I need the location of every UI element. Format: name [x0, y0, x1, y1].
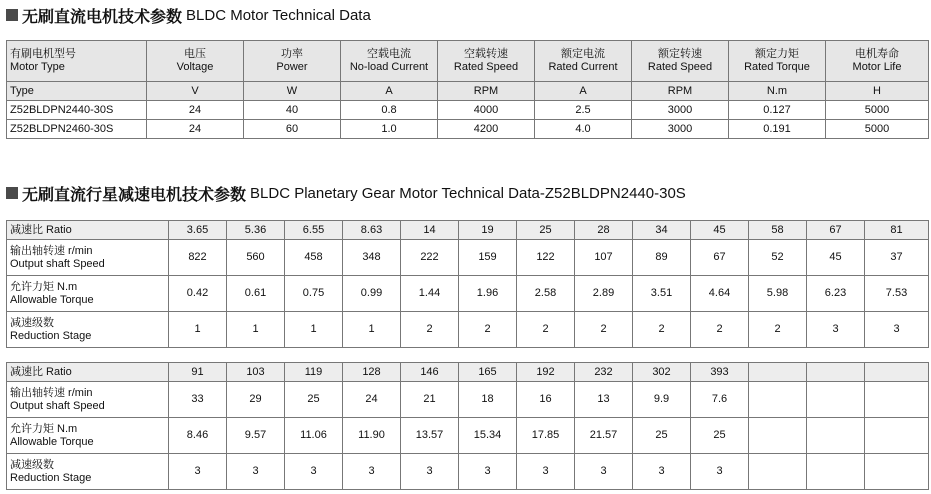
- table-cell: 1.44: [401, 276, 459, 312]
- table-cell: 1.96: [459, 276, 517, 312]
- table-cell: [865, 418, 929, 454]
- table-cell: 2: [749, 312, 807, 348]
- table-cell: 4000: [438, 101, 535, 120]
- row-label: [7, 382, 169, 418]
- table-cell: 348: [343, 240, 401, 276]
- table-cell: [749, 454, 807, 490]
- table-row-ratio: [7, 363, 929, 382]
- table-cell: 19: [459, 221, 517, 240]
- table-cell: 3: [227, 454, 285, 490]
- table-cell: 3: [459, 454, 517, 490]
- table-cell: 159: [459, 240, 517, 276]
- table-row-stage: [7, 454, 929, 490]
- section-title-cn: 无刷直流行星减速电机技术参数: [22, 184, 247, 204]
- section-title-cn: 无刷直流电机技术参数: [22, 6, 183, 26]
- unit-cell: A: [341, 82, 438, 101]
- table-cell: 14: [401, 221, 459, 240]
- table-cell: 60: [244, 120, 341, 139]
- table-cell: 146: [401, 363, 459, 382]
- square-bullet-icon: [6, 187, 18, 199]
- table-cell: 45: [691, 221, 749, 240]
- table-cell: 4.64: [691, 276, 749, 312]
- gear-spec-table-2: [6, 362, 929, 490]
- table-cell: [865, 382, 929, 418]
- unit-cell: RPM: [438, 82, 535, 101]
- unit-cell: N.m: [729, 82, 826, 101]
- table-cell: 3.51: [633, 276, 691, 312]
- table-cell: 0.8: [341, 101, 438, 120]
- row-label-en: Reduction Stage: [10, 471, 92, 484]
- section-title-en: BLDC Motor Technical Data: [186, 6, 371, 24]
- table-cell: 393: [691, 363, 749, 382]
- table-cell: 3: [633, 454, 691, 490]
- table-cell: 58: [749, 221, 807, 240]
- section-title-motor: [6, 4, 371, 26]
- header-cell: [438, 41, 535, 82]
- row-label-cn: 输出轴转速 r/min: [10, 386, 93, 399]
- header-en: Rated Current: [548, 61, 618, 73]
- header-cn: 有刷电机型号: [10, 48, 76, 60]
- header-cell: [826, 41, 929, 82]
- table-cell: [865, 363, 929, 382]
- table-cell: 89: [633, 240, 691, 276]
- table-row-torque: [7, 276, 929, 312]
- header-en: Voltage: [176, 61, 214, 73]
- table-cell: 3: [285, 454, 343, 490]
- table-cell: 222: [401, 240, 459, 276]
- row-label-cn: 减速级数: [10, 458, 54, 471]
- unit-cell: RPM: [632, 82, 729, 101]
- table-cell: 3000: [632, 101, 729, 120]
- table-cell: 4.0: [535, 120, 632, 139]
- table-cell: 2: [401, 312, 459, 348]
- row-label-cn: 输出轴转速 r/min: [10, 244, 93, 257]
- header-en: Rated Torque: [744, 61, 810, 73]
- table-cell: 29: [227, 382, 285, 418]
- table-cell: 3: [169, 454, 227, 490]
- table-row-speed: [7, 240, 929, 276]
- table-cell: 81: [865, 221, 929, 240]
- header-cn: 电机寿命: [855, 48, 899, 60]
- table-cell: [749, 418, 807, 454]
- row-label: [7, 454, 169, 490]
- header-en: Rated Speed: [453, 61, 519, 73]
- table-cell: 1: [169, 312, 227, 348]
- table-cell: 13.57: [401, 418, 459, 454]
- gear-spec-table-1: [6, 220, 929, 348]
- table-cell: 16: [517, 382, 575, 418]
- header-cell: [341, 41, 438, 82]
- row-label-en: Allowable Torque: [10, 435, 94, 448]
- table-cell: 3: [807, 312, 865, 348]
- table-cell: [749, 382, 807, 418]
- table-cell: 40: [244, 101, 341, 120]
- row-label-en: Output shaft Speed: [10, 399, 105, 412]
- row-label: 减速比 Ratio: [7, 221, 169, 240]
- header-cn: 额定电流: [561, 48, 605, 60]
- table-cell: 3: [691, 454, 749, 490]
- table-cell: 3.65: [169, 221, 227, 240]
- table-cell: 21.57: [575, 418, 633, 454]
- table-cell: 107: [575, 240, 633, 276]
- table-cell: 11.06: [285, 418, 343, 454]
- table-cell: 24: [147, 120, 244, 139]
- table-cell: 0.61: [227, 276, 285, 312]
- header-cn: 额定转速: [658, 48, 702, 60]
- table-row-torque: [7, 418, 929, 454]
- table-cell: 822: [169, 240, 227, 276]
- header-cn: 功率: [281, 48, 303, 60]
- row-label-en: Allowable Torque: [10, 293, 94, 306]
- table-cell: 1: [285, 312, 343, 348]
- table-cell: 2.89: [575, 276, 633, 312]
- table-cell: 2: [633, 312, 691, 348]
- header-en: Motor Life: [852, 61, 902, 73]
- table-cell: 2: [517, 312, 575, 348]
- table-cell: 5000: [826, 101, 929, 120]
- table-cell: 24: [147, 101, 244, 120]
- unit-cell: H: [826, 82, 929, 101]
- table-row: [7, 101, 929, 120]
- header-en: Rated Speed: [647, 61, 713, 73]
- table-cell: 3: [401, 454, 459, 490]
- table-cell: 232: [575, 363, 633, 382]
- table-cell: [807, 418, 865, 454]
- table-cell: 9.9: [633, 382, 691, 418]
- header-cn: 空载电流: [367, 48, 411, 60]
- row-label: [7, 276, 169, 312]
- header-cell: [244, 41, 341, 82]
- table-row-ratio: [7, 221, 929, 240]
- table-cell: 0.127: [729, 101, 826, 120]
- table-cell: 122: [517, 240, 575, 276]
- table-cell: 5.98: [749, 276, 807, 312]
- unit-cell: Type: [7, 82, 147, 101]
- row-label: [7, 240, 169, 276]
- table-cell: [807, 454, 865, 490]
- table-cell: 6.55: [285, 221, 343, 240]
- unit-cell: V: [147, 82, 244, 101]
- table-cell: 3: [343, 454, 401, 490]
- table-cell: 21: [401, 382, 459, 418]
- table-cell: 17.85: [517, 418, 575, 454]
- table-row-speed: [7, 382, 929, 418]
- table-cell: 15.34: [459, 418, 517, 454]
- table-cell: 1: [227, 312, 285, 348]
- table-cell: 7.6: [691, 382, 749, 418]
- table-cell: Z52BLDPN2460-30S: [7, 120, 147, 139]
- table-cell: 103: [227, 363, 285, 382]
- table-cell: 25: [517, 221, 575, 240]
- table-cell: [749, 363, 807, 382]
- table-cell: 24: [343, 382, 401, 418]
- table-cell: 128: [343, 363, 401, 382]
- table-cell: 0.42: [169, 276, 227, 312]
- table-cell: [865, 454, 929, 490]
- table-cell: 5000: [826, 120, 929, 139]
- header-cell: [7, 41, 147, 82]
- table-cell: 34: [633, 221, 691, 240]
- table-cell: 25: [285, 382, 343, 418]
- table-cell: 302: [633, 363, 691, 382]
- header-cell: [729, 41, 826, 82]
- table-cell: 165: [459, 363, 517, 382]
- table-cell: 3000: [632, 120, 729, 139]
- table-cell: 5.36: [227, 221, 285, 240]
- section-title-en: BLDC Planetary Gear Motor Technical Data-Z52BLDPN2440-30S: [250, 184, 686, 202]
- table-cell: 0.75: [285, 276, 343, 312]
- table-cell: 458: [285, 240, 343, 276]
- table-cell: [807, 382, 865, 418]
- table-cell: 9.57: [227, 418, 285, 454]
- table-cell: 25: [691, 418, 749, 454]
- header-cn: 额定力矩: [755, 48, 799, 60]
- row-label-cn: 允许力矩 N.m: [10, 422, 78, 435]
- header-en: No-load Current: [349, 61, 429, 73]
- table-cell: 0.99: [343, 276, 401, 312]
- table-cell: Z52BLDPN2440-30S: [7, 101, 147, 120]
- table-cell: 0.191: [729, 120, 826, 139]
- table-cell: 67: [807, 221, 865, 240]
- header-cell: [147, 41, 244, 82]
- table-cell: 1.0: [341, 120, 438, 139]
- table-cell: 25: [633, 418, 691, 454]
- row-label-cn: 允许力矩 N.m: [10, 280, 78, 293]
- header-en: Motor Type: [10, 61, 65, 73]
- table-row-stage: [7, 312, 929, 348]
- header-cell: [632, 41, 729, 82]
- square-bullet-icon: [6, 9, 18, 21]
- table-cell: 2: [575, 312, 633, 348]
- table-cell: 6.23: [807, 276, 865, 312]
- row-label-en: Output shaft Speed: [10, 257, 105, 270]
- table-cell: 3: [517, 454, 575, 490]
- table-cell: 7.53: [865, 276, 929, 312]
- row-label: 减速比 Ratio: [7, 363, 169, 382]
- table-cell: 1: [343, 312, 401, 348]
- row-label-en: Reduction Stage: [10, 329, 92, 342]
- table-cell: 8.63: [343, 221, 401, 240]
- header-cn: 空载转速: [464, 48, 508, 60]
- table-cell: 2: [459, 312, 517, 348]
- table-cell: 37: [865, 240, 929, 276]
- table-cell: 52: [749, 240, 807, 276]
- table-cell: 192: [517, 363, 575, 382]
- table-cell: 8.46: [169, 418, 227, 454]
- table-cell: 11.90: [343, 418, 401, 454]
- section-title-gear: [6, 182, 686, 204]
- table-cell: 33: [169, 382, 227, 418]
- table-cell: 2.5: [535, 101, 632, 120]
- row-label: [7, 312, 169, 348]
- table-row: [7, 120, 929, 139]
- table-cell: 3: [575, 454, 633, 490]
- table-cell: 4200: [438, 120, 535, 139]
- header-cell: [535, 41, 632, 82]
- table-cell: 2: [691, 312, 749, 348]
- table-cell: [807, 363, 865, 382]
- table-cell: 91: [169, 363, 227, 382]
- unit-cell: W: [244, 82, 341, 101]
- row-label: [7, 418, 169, 454]
- row-label-cn: 减速级数: [10, 316, 54, 329]
- table-cell: 3: [865, 312, 929, 348]
- header-cn: 电压: [184, 48, 206, 60]
- table-cell: 13: [575, 382, 633, 418]
- table-cell: 45: [807, 240, 865, 276]
- table-cell: 28: [575, 221, 633, 240]
- table-cell: 560: [227, 240, 285, 276]
- table-cell: 2.58: [517, 276, 575, 312]
- table-cell: 18: [459, 382, 517, 418]
- unit-cell: A: [535, 82, 632, 101]
- table-cell: 119: [285, 363, 343, 382]
- motor-spec-table: [6, 40, 929, 139]
- header-en: Power: [276, 61, 308, 73]
- table-cell: 67: [691, 240, 749, 276]
